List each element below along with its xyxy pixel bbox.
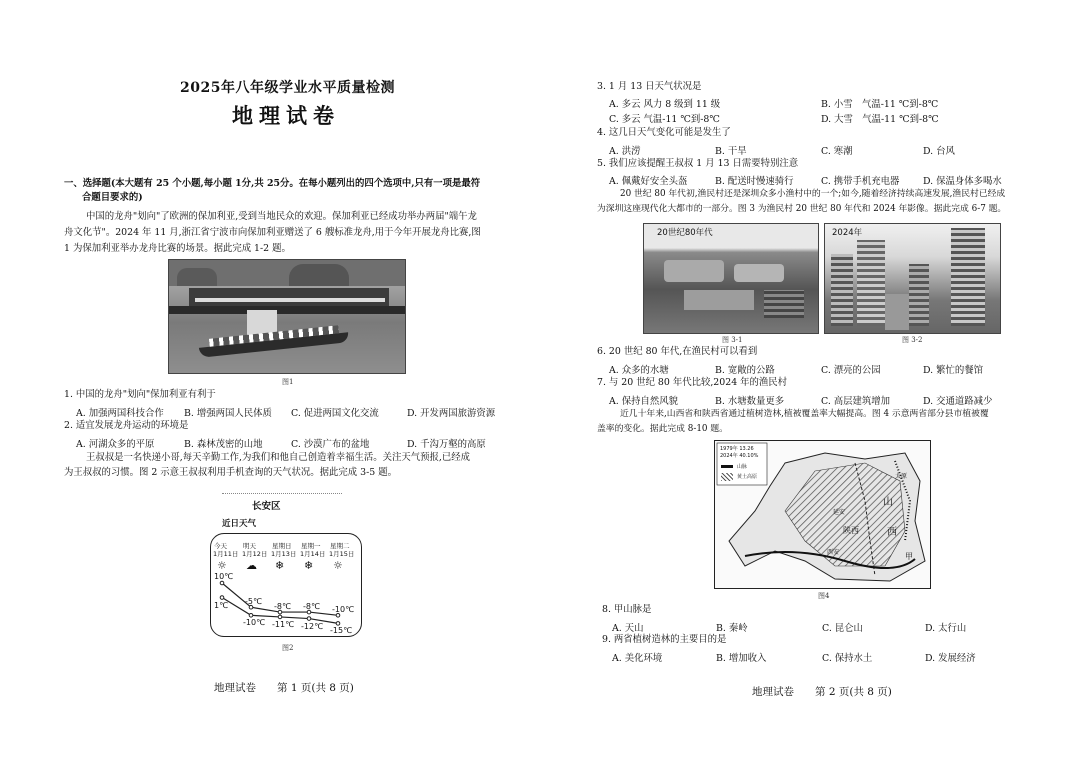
passage-vegetation-1: 近几十年来,山西省和陕西省通过植树造林,植被覆盖率大幅提高。图 4 示意两省部分县市植被覆 [620,409,989,419]
legend-mountain-swatch [721,465,733,468]
question-2-stem: 2. 适宜发展龙舟运动的环境是 [64,420,189,431]
map-label-shan: 山 [883,497,893,508]
passage-dragon-boat-2: 舟文化节"。2024 年 11 月,浙江省宁波市向保加利亚赠送了 6 艘标准龙舟,用于今年开展龙舟比赛,图 [64,227,481,238]
map-label-xian: 西安 [827,549,840,556]
district-name: 长安区 [252,501,281,512]
high-temperature-label: -8℃ [274,602,291,612]
sun-icon: ☼ [333,559,343,572]
q9-option-b[interactable]: B. 增加收入 [716,653,767,664]
passage-dragon-boat-3: 1 为保加利亚举办龙舟比赛的场景。据此完成 1-2 题。 [64,243,291,254]
map-label-taiyuan: 太原 [895,473,908,480]
q7-option-a[interactable]: A. 保持自然风貌 [609,396,678,407]
q9-option-d[interactable]: D. 发展经济 [925,653,976,664]
map-legend-1979: 1979年 13.26 [720,446,754,452]
recent-weather-label: 近日天气 [222,519,257,529]
weather-day-name: 今天 [214,542,227,550]
q2-option-a[interactable]: A. 河湖众多的平原 [76,439,155,450]
high-temperature-label: -8℃ [303,602,320,612]
map-legend-2024: 2024年 40.10% [720,453,759,459]
phone-status-bar [222,493,342,496]
vegetation-map [714,440,931,589]
section1-instructions-cont: 合题目要求的) [82,192,143,203]
figure-3-2-caption: 图 3-2 [902,336,923,344]
q4-option-b[interactable]: B. 干旱 [715,146,747,157]
q9-option-a[interactable]: A. 美化环境 [612,653,663,664]
passage-fishing-village-2: 为深圳这座现代化大都市的一部分。图 3 为渔民村 20 世纪 80 年代和 2024 年影像。据此完成 6-7 题。 [597,204,1007,214]
weather-day-name: 明天 [243,542,256,550]
weather-day-name: 星期一 [301,542,321,550]
q3-option-d[interactable]: D. 大雪 气温-11 ℃到-8℃ [821,114,939,125]
passage-dragon-boat-1: 中国的龙舟"划向"了欧洲的保加利亚,受到当地民众的欢迎。保加利亚已经成功举办两届"端午龙 [86,211,477,222]
question-7-stem: 7. 与 20 世纪 80 年代比较,2024 年的渔民村 [597,377,788,388]
q1-option-a[interactable]: A. 加强两国科技合作 [76,408,164,419]
snow-heavy-icon: ❄ [275,559,285,572]
q3-option-b[interactable]: B. 小雪 气温-11 ℃到-8℃ [821,99,939,110]
weather-day-date: 1月15日 [329,550,355,558]
q5-option-d[interactable]: D. 保温身体多喝水 [923,176,1002,187]
low-temperature-label: 1℃ [214,600,229,610]
low-temperature-point [307,617,311,621]
q1-option-d[interactable]: D. 开发两国旅游资源 [407,408,496,419]
q5-option-a[interactable]: A. 佩戴好安全头盔 [609,176,688,187]
subject-title: 地理试卷 [232,103,340,128]
question-1-stem: 1. 中国的龙舟"划向"保加利亚有利于 [64,389,216,400]
passage-courier-2: 为王叔叔的习惯。图 2 示意王叔叔利用手机查询的天气状况。据此完成 3-5 题。 [64,467,397,478]
q4-option-d[interactable]: D. 台风 [923,146,955,157]
question-6-stem: 6. 20 世纪 80 年代,在渔民村可以看到 [597,346,758,357]
question-9-stem: 9. 两省植树造林的主要目的是 [602,634,727,645]
snow-icon: ❄ [304,559,314,572]
photo-2024-label: 2024年 [832,228,863,238]
q8-option-a[interactable]: A. 天山 [612,623,644,634]
high-temperature-label: -5℃ [245,597,262,607]
high-temperature-label: 10℃ [214,572,234,581]
q6-option-d[interactable]: D. 繁忙的餐馆 [923,365,984,376]
map-label-shaanxi: 陕西 [843,526,859,535]
low-temperature-label: -10℃ [243,618,266,628]
q5-option-b[interactable]: B. 配送时慢速骑行 [715,176,794,187]
exam-header-title: 2025年八年级学业水平质量检测 [180,80,395,96]
low-temperature-point [220,596,224,600]
weather-day-date: 1月12日 [242,550,268,558]
map-label-jia: 甲 [905,552,913,561]
q6-option-b[interactable]: B. 宽敞的公路 [715,365,775,376]
legend-loess-swatch [721,473,733,481]
high-temperature-point [220,581,224,585]
cloud-icon: ☁ [246,559,257,572]
weather-day-date: 1月13日 [271,550,297,558]
fishing-village-1980s-photo [643,223,819,334]
page-1-footer: 地理试卷 第 1 页(共 8 页) [214,682,354,694]
q7-option-d[interactable]: D. 交通道路减少 [923,396,993,407]
sun-icon: ☼ [217,559,227,572]
q9-option-c[interactable]: C. 保持水土 [822,653,873,664]
photo-1980s-label: 20世纪80年代 [657,228,713,238]
question-4-stem: 4. 这几日天气变化可能是发生了 [597,127,731,138]
q2-option-c[interactable]: C. 沙漠广布的盆地 [291,439,370,450]
high-temperature-label: -10℃ [332,605,355,615]
low-temperature-point [336,622,340,626]
weather-day-date: 1月11日 [213,550,239,558]
map-label-xi: 西 [887,527,897,538]
passage-courier-1: 王叔叔是一名快递小哥,每天辛勤工作,为我们和他自己创造着幸福生活。关注天气预报,已经成 [86,452,470,463]
question-8-stem: 8. 甲山脉是 [602,604,652,615]
weather-day-date: 1月14日 [300,550,326,558]
figure-1-caption: 图1 [282,378,294,386]
figure-2-caption: 图2 [282,644,294,652]
figure-3-1-caption: 图 3-1 [722,336,743,344]
q3-option-a[interactable]: A. 多云 风力 8 级到 11 级 [609,99,721,110]
low-temperature-label: -12℃ [301,621,324,631]
q7-option-b[interactable]: B. 水塘数量更多 [715,396,785,407]
low-temperature-point [278,615,282,619]
map-legend-mountain: 山脉 [737,464,748,470]
q8-option-b[interactable]: B. 秦岭 [716,623,748,634]
q6-option-c[interactable]: C. 漂亮的公园 [821,365,881,376]
low-temperature-point [249,614,253,618]
q3-option-c[interactable]: C. 多云 气温-11 ℃到-8℃ [609,114,720,125]
q1-option-c[interactable]: C. 促进两国文化交流 [291,408,379,419]
q2-option-d[interactable]: D. 千沟万壑的高原 [407,439,486,450]
figure-4-caption: 图4 [818,592,830,600]
fishing-village-2024-photo [824,223,1001,334]
weather-day-name: 星期二 [330,542,350,550]
q8-option-d[interactable]: D. 太行山 [925,623,967,634]
q2-option-b[interactable]: B. 森林茂密的山地 [184,439,263,450]
q4-option-a[interactable]: A. 洪涝 [609,146,641,157]
q7-option-c[interactable]: C. 高层建筑增加 [821,396,891,407]
low-temperature-label: -15℃ [330,626,353,636]
weather-day-name: 星期日 [272,542,292,550]
q5-option-c[interactable]: C. 携带手机充电器 [821,176,900,187]
q6-option-a[interactable]: A. 众多的水塘 [609,365,669,376]
question-3-stem: 3. 1 月 13 日天气状况是 [597,81,702,92]
section1-instructions: 一、选择题(本大题有 25 个小题,每小题 1分,共 25分。在每小题列出的四个选项中,只有一项是最符 [64,178,481,189]
low-temperature-label: -11℃ [272,619,295,629]
passage-fishing-village-1: 20 世纪 80 年代初,渔民村还是深圳众多小渔村中的一个;如今,随着经济持续高速发展,渔民村已经成 [620,189,1006,199]
question-5-stem: 5. 我们应该提醒王叔叔 1 月 13 日需要特别注意 [597,158,799,169]
passage-vegetation-2: 盖率的变化。据此完成 8-10 题。 [597,424,728,434]
q4-option-c[interactable]: C. 寒潮 [821,146,853,157]
page-2-footer: 地理试卷 第 2 页(共 8 页) [752,686,892,698]
q8-option-c[interactable]: C. 昆仑山 [822,623,863,634]
map-legend-loess: 黄土高原 [737,474,758,480]
map-label-yanan: 延安 [833,509,846,516]
q1-option-b[interactable]: B. 增强两国人民体质 [184,408,272,419]
dragon-boat-photo [168,259,406,374]
